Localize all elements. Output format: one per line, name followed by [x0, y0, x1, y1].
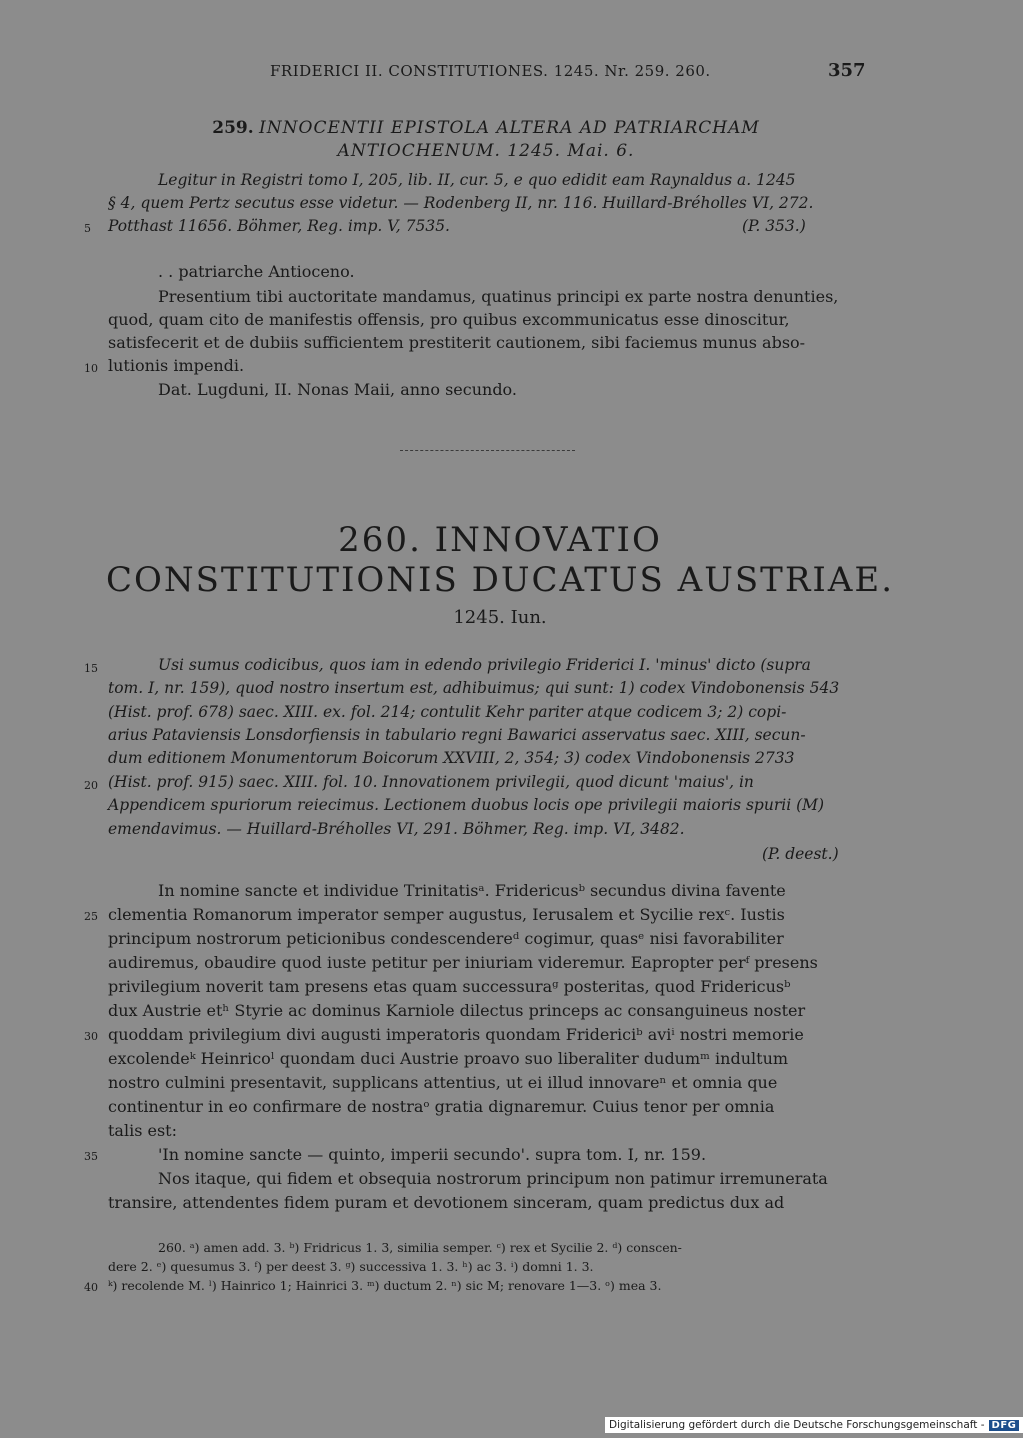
digitization-credit [605, 1417, 1023, 1433]
line-number: 25 [84, 910, 98, 923]
document-260-date: 1245. Iun. [453, 607, 547, 628]
document-260-source-line: Usi sumus codicibus, quos iam in edendo privilegio Friderici I. 'minus' dicto (supra [158, 656, 811, 674]
page-number: 357 [828, 60, 866, 81]
document-260-title-line1: 260. INNOVATIO [338, 520, 662, 560]
document-259-title-line2: ANTIOCHENUM. 1245. Mai. 6. [337, 141, 635, 161]
document-260-text-line: clementia Romanorum imperator semper augustus, Ierusalem et Sycilie rexᶜ. Iustis [108, 905, 785, 924]
line-number: 10 [84, 362, 98, 375]
document-260-text-line: principum nostrorum peticionibus condescendereᵈ cogimur, quasᵉ nisi favorabiliter [108, 929, 784, 948]
document-260-source-line: dum editionem Monumentorum Boicorum XXVIII, 2, 354; 3) codex Vindobonensis 2733 [108, 749, 795, 767]
document-260-source-line: (Hist. prof. 678) saec. XIII. ex. fol. 214; contulit Kehr pariter atque codicem 3; 2) copi- [108, 703, 787, 721]
document-260-text-line: excolendeᵏ Heinricoˡ quondam duci Austrie proavo suo liberaliter dudumᵐ indultum [108, 1049, 789, 1068]
document-259-title-line1: INNOCENTII EPISTOLA ALTERA AD PATRIARCHAM [259, 118, 760, 138]
document-259-text-line: Dat. Lugduni, II. Nonas Maii, anno secundo. [158, 380, 517, 399]
document-259-source-line: Legitur in Registri tomo I, 205, lib. II, cur. 5, e quo edidit eam Raynaldus a. 1245 [158, 171, 796, 189]
document-259-text-line: quod, quam cito de manifestis offensis, pro quibus excommunicatus esse dinoscitur, [108, 310, 790, 329]
document-259-number: 259. [212, 118, 254, 138]
document-260-title-line2: CONSTITUTIONIS DUCATUS AUSTRIAE. [105, 560, 895, 600]
document-259-source-ref: (P. 353.) [742, 217, 806, 235]
document-260-source-line: Appendicem spuriorum reiecimus. Lectionem duobus locis ope privilegii maioris spurii (M) [108, 796, 825, 814]
document-260-source-line: emendavimus. — Huillard-Bréholles VI, 291. Böhmer, Reg. imp. VI, 3482. [108, 820, 685, 838]
document-260-source-line: (Hist. prof. 915) saec. XIII. fol. 10. Innovationem privilegii, quod dicunt 'maius', in [108, 773, 754, 791]
dfg-logo: DFG [989, 1420, 1020, 1431]
line-number: 20 [84, 779, 98, 792]
document-260-text-line: 'In nomine sancte — quinto, imperii secundo'. supra tom. I, nr. 159. [158, 1145, 707, 1164]
footnote-line: dere 2. ᵉ) quesumus 3. ᶠ) per deest 3. ᵍ) successiva 1. 3. ʰ) ac 3. ⁱ) domni 1. 3. [108, 1259, 594, 1274]
document-260-text-line: In nomine sancte et individue Trinitatisᵃ. Fridericusᵇ secundus divina favente [158, 881, 786, 900]
document-260-text-line: nostro culmini presentavit, supplicans attentius, ut ei illud innovareⁿ et omnia que [108, 1073, 778, 1092]
document-259-source-line: § 4, quem Pertz secutus esse videtur. — Rodenberg II, nr. 116. Huillard-Bréholles VI, 272. [108, 194, 814, 212]
line-number: 30 [84, 1030, 98, 1043]
footnote-line: ᵏ) recolende M. ˡ) Hainrico 1; Hainrici 3. ᵐ) ductum 2. ⁿ) sic M; renovare 1—3. ᵒ) mea 3. [108, 1278, 662, 1293]
footnote-line: 260. ᵃ) amen add. 3. ᵇ) Fridricus 1. 3, similia semper. ᶜ) rex et Sycilie 2. ᵈ) conscen- [158, 1240, 682, 1255]
document-260-source-line: tom. I, nr. 159), quod nostro insertum est, adhibuimus; qui sunt: 1) codex Vindobonensis 543 [108, 679, 840, 697]
line-number: 15 [84, 662, 98, 675]
document-260-text-line: talis est: [108, 1121, 177, 1140]
document-260-text-line: privilegium noverit tam presens etas quam successuraᵍ posteritas, quod Fridericusᵇ [108, 977, 791, 996]
document-260-text-line: transire, attendentes fidem puram et devotionem sinceram, quam predictus dux ad [108, 1193, 785, 1212]
document-260-text-line: Nos itaque, qui fidem et obsequia nostrorum principum non patimur irremunerata [158, 1169, 828, 1188]
document-260-text-line: quoddam privilegium divi augusti imperatoris quondam Fridericiᵇ aviⁱ nostri memorie [108, 1025, 804, 1044]
document-259-text-line: lutionis impendi. [108, 356, 245, 375]
document-260-text-line: audiremus, obaudire quod iuste petitur per iniuriam videremur. Eapropter perᶠ presens [108, 953, 818, 972]
document-260-source-line: arius Pataviensis Lonsdorfiensis in tabulario regni Bawarici asservatus saec. XIII, secun- [108, 726, 806, 744]
running-title: FRIDERICI II. CONSTITUTIONES. 1245. Nr. 259. 260. [270, 62, 711, 80]
document-259-text-line: . . patriarche Antioceno. [158, 262, 355, 281]
document-260-text-line: continentur in eo confirmare de nostraᵒ gratia dignaremur. Cuius tenor per omnia [108, 1097, 775, 1116]
document-259-heading [108, 117, 864, 163]
section-divider [400, 450, 575, 451]
document-260-text-line: dux Austrie etʰ Styrie ac dominus Karniole dilectus princeps ac consanguineus noster [108, 1001, 806, 1020]
line-number: 35 [84, 1150, 98, 1163]
line-number: 40 [84, 1281, 98, 1294]
credit-text: Digitalisierung gefördert durch die Deutsche Forschungsgemeinschaft - [609, 1419, 985, 1431]
line-number: 5 [84, 222, 91, 235]
document-259-text-line: Presentium tibi auctoritate mandamus, quatinus principi ex parte nostra denunties, [158, 287, 839, 306]
document-259-text-line: satisfecerit et de dubiis sufficientem prestiterit cautionem, sibi faciemus munus abso- [108, 333, 806, 352]
document-260-source-ref: (P. deest.) [762, 845, 839, 863]
document-259-source-line: Potthast 11656. Böhmer, Reg. imp. V, 7535. [108, 217, 450, 235]
